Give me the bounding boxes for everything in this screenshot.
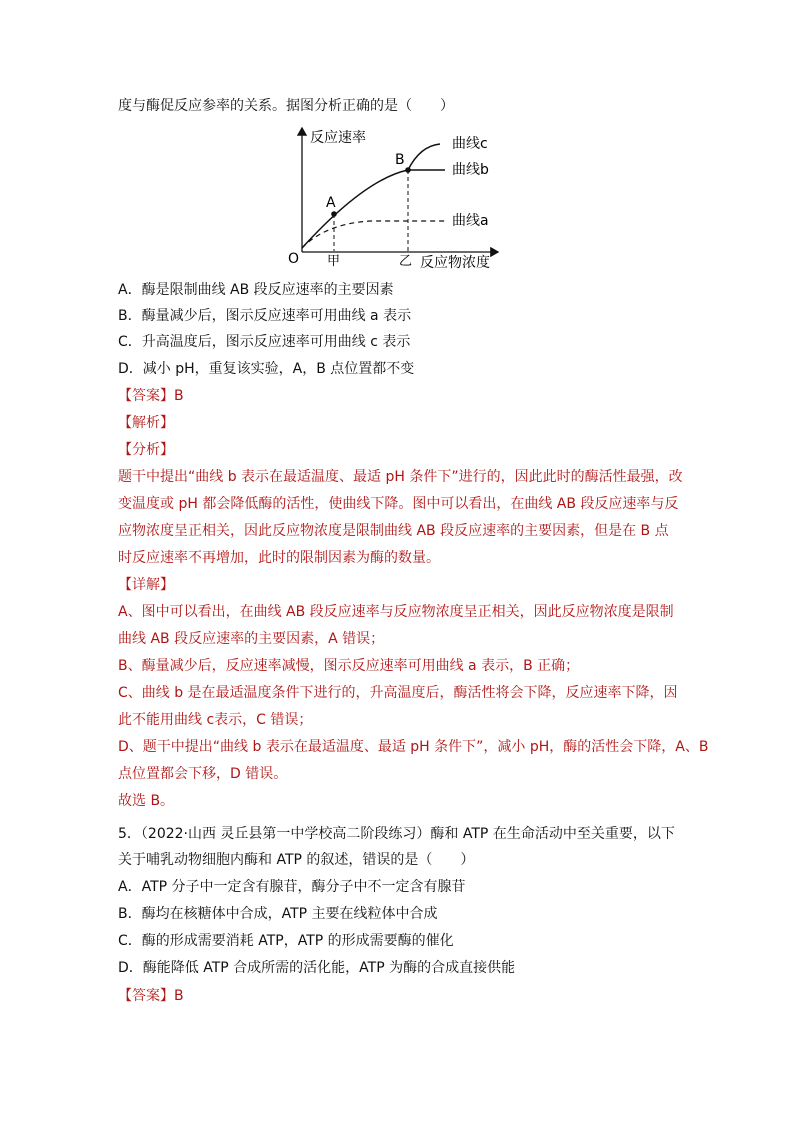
point-b-marker xyxy=(405,167,411,173)
x-tick-yi: 乙 xyxy=(399,254,413,269)
xiangjie-line-1: A、图中可以看出，在曲线 AB 段反应速率与反应物浓度呈正相关，因此反应物浓度是限制 xyxy=(118,604,674,620)
curve-c xyxy=(302,144,440,248)
fenxi-line-2: 变温度或 pH 都会降低酶的活性，使曲线下降。图中可以看出，在曲线 AB 段反应速率与反 xyxy=(118,496,679,512)
q5-option-c: C．酶的形成需要消耗 ATP，ATP 的形成需要酶的催化 xyxy=(118,933,454,949)
q4-answer-value: B xyxy=(174,388,184,404)
xiangjie-line-3: B、酶量减少后，反应速率减慢，图示反应速率可用曲线 a 表示，B 正确； xyxy=(118,658,580,674)
xiangjie-line-5: 此不能用曲线 c表示，C 错误； xyxy=(118,712,313,728)
q4-option-a: A．酶是限制曲线 AB 段反应速率的主要因素 xyxy=(118,282,394,298)
q5-answer-tag: 【答案】 xyxy=(118,988,174,1004)
xiangjie-line-2: 曲线 AB 段反应速率的主要因素，A 错误； xyxy=(118,631,385,647)
xiangjie-line-6: D、题干中提出“曲线 b 表示在最适温度、最适 pH 条件下”，减小 pH，酶的活性会下降，A、B xyxy=(118,739,709,755)
point-b-label: B xyxy=(395,152,405,168)
q5-option-b: B．酶均在核糖体中合成，ATP 主要在线粒体中合成 xyxy=(118,906,438,922)
q5-answer-value: B xyxy=(174,988,184,1004)
origin-label: O xyxy=(288,251,300,267)
question-4-intro: 度与酶促反应参率的关系。据图分析正确的是（ ） xyxy=(118,98,454,114)
conclusion: 故选 B。 xyxy=(118,793,175,809)
fenxi-tag: 【分析】 xyxy=(118,442,174,458)
curve-c-label: 曲线c xyxy=(452,136,488,152)
y-axis-label: 反应速率 xyxy=(310,130,366,146)
q4-option-c: C．升高温度后，图示反应速率可用曲线 c 表示 xyxy=(118,334,411,350)
fenxi-line-3: 应物浓度呈正相关，因此反应物浓度是限制曲线 AB 段反应速率的主要因素，但是在 B 点 xyxy=(118,523,669,539)
xiangjie-line-4: C、曲线 b 是在最适温度条件下进行的，升高温度后，酶活性将会下降，反应速率下降，因 xyxy=(118,685,678,701)
x-axis-label: 反应物浓度 xyxy=(420,255,490,271)
q5-stem-line-1: 5．（2022·山西 灵丘县第一中学校高二阶段练习）酶和 ATP 在生命活动中至关重要，以下 xyxy=(118,826,675,842)
point-a-marker xyxy=(331,211,337,217)
q4-option-d: D．减小 pH，重复该实验，A，B 点位置都不变 xyxy=(118,361,415,377)
point-a-label: A xyxy=(326,195,336,211)
q4-option-b: B．酶量减少后，图示反应速率可用曲线 a 表示 xyxy=(118,308,412,324)
curve-a-label: 曲线a xyxy=(452,213,489,229)
q5-stem-line-2: 关于哺乳动物细胞内酶和 ATP 的叙述，错误的是（ ） xyxy=(118,852,475,868)
x-tick-jia: 甲 xyxy=(327,254,341,269)
q5-answer xyxy=(118,986,184,1006)
enzyme-reaction-rate-diagram xyxy=(280,124,510,274)
jiexi-tag: 【解析】 xyxy=(118,415,174,431)
fenxi-line-4: 时反应速率不再增加，此时的限制因素为酶的数量。 xyxy=(118,550,440,566)
curve-b-label: 曲线b xyxy=(452,162,489,178)
fenxi-line-1: 题干中提出“曲线 b 表示在最适温度、最适 pH 条件下”进行的，因此此时的酶活性最强，改 xyxy=(118,469,683,485)
xiangjie-line-7: 点位置都会下移，D 错误。 xyxy=(118,766,288,782)
q4-answer xyxy=(118,386,184,406)
q4-answer-tag: 【答案】 xyxy=(118,388,174,404)
q5-option-d: D．酶能降低 ATP 合成所需的活化能，ATP 为酶的合成直接供能 xyxy=(118,960,516,976)
xiangjie-tag: 【详解】 xyxy=(118,577,174,593)
q5-option-a: A．ATP 分子中一定含有腺苷，酶分子中不一定含有腺苷 xyxy=(118,879,466,895)
